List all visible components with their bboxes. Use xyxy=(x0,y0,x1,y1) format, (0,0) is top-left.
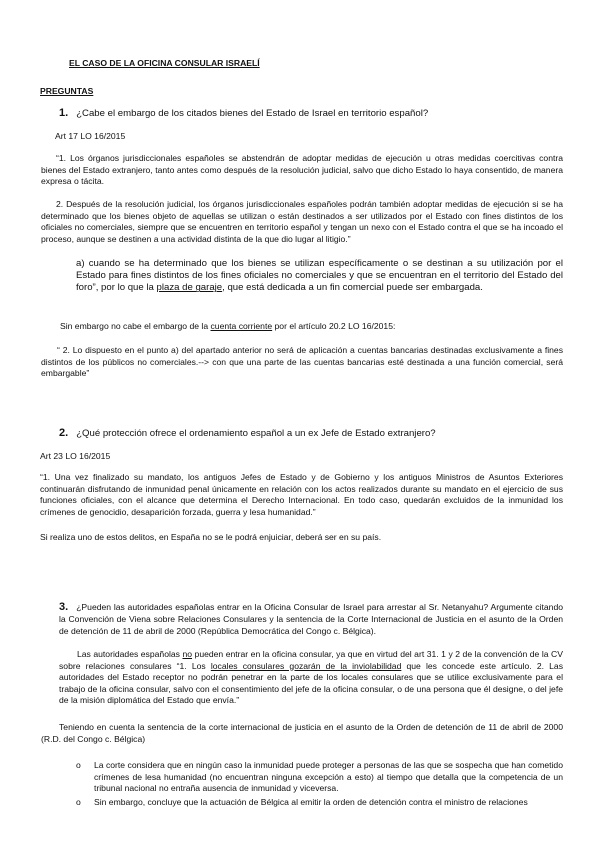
q1-p4-part-a: Sin embargo no cabe el embargo de la xyxy=(60,321,211,331)
question-2-text: ¿Qué protección ofrece el ordenamiento español a un ex Jefe de Estado extranjero? xyxy=(76,428,436,439)
q3-p1-part-c: que les concede este artículo. 2. Las autoridades del Estado receptor no podrán penetrar en la parte de los locales consulares que se utilice exclusivamente para el trabajo de la oficina consular, salvo con el consentimiento del jefe de la oficina consular, o de una persona que él designe, o del jefe de la misión diplomática del Estado que envía.” xyxy=(59,660,563,706)
cuenta-corriente-link: cuenta corriente xyxy=(210,321,273,331)
q1-p4-part-b: por el artículo 20.2 LO 16/2015: xyxy=(272,321,396,331)
question-3-text: ¿Pueden las autoridades españolas entrar en la Oficina Consular de Israel para arrestar al Sr. Netanyahu? Argumente citando la Convención de Viena sobre Relaciones Consulares y la sentencia de la Corte Internacional de Justicia en el asunto de la Orden de detención de 11 de abril de 2000 (República Democrática del Congo c. Bélgica). xyxy=(59,602,563,636)
q1-p3-part-b: , que está dedicada a un fin comercial puede ser embargada. xyxy=(222,282,483,294)
q1-quote-paragraph-5: “ 2. Lo dispuesto en el punto a) del apartado anterior no será de aplicación a cuentas bancarias destinadas exclusivamente a fines distintos de los públicos no comerciales.--> con que una parte de las cuentas bancarias esté destinada a una función comercial, será embargable” xyxy=(41,345,563,379)
q1-quote-paragraph-1: “1. Los órganos jurisdiccionales españoles se abstendrán de adoptar medidas de ejecución u otras medidas coercitivas contra bienes del Estado extranjero, tanto antes como después de la resolución judicial, salvo que dicho Estado lo haya consentido, de manera expresa o tácita. xyxy=(41,153,563,187)
question-2-number: 2. xyxy=(59,427,69,439)
q2-article-ref: Art 23 LO 16/2015 xyxy=(40,451,111,461)
bullet-marker: o xyxy=(76,760,81,770)
q3-bullet-text-2: Sin embargo, concluye que la actuación de Bélgica al emitir la orden de detención contra el ministro de relaciones xyxy=(94,797,528,807)
q2-quote-paragraph: “1. Una vez finalizado su mandato, los antiguos Jefes de Estado y de Gobierno y los antiguos Ministros de Asuntos Exteriores continuarán disfrutando de inmunidad penal únicamente en relación con los actos realizados durante su mandato en el ejercicio de sus funciones oficiales, con el alcance que determina el Derecho Internacional. En todo caso, quedarán excluidos de la inmunidad los crímenes de genocidio, desaparición forzada, guerra y lesa humanidad.” xyxy=(40,472,563,517)
question-3 xyxy=(59,601,563,637)
question-1-number: 1. xyxy=(59,107,69,119)
q3-paragraph-1 xyxy=(59,649,563,707)
q1-quote-paragraph-2: 2. Después de la resolución judicial, los órganos jurisdiccionales españoles podrán también adoptar medidas de ejecución si se ha determinado que los bienes objeto de aquellas se utilizan o están destinados a ser utilizados por el Estado con fines distintos de los oficiales no comerciales, siempre que se encuentren en territorio español y tengan un nexo con el Estado contra el que se ha incoado el proceso, aunque se destinen a una actividad distinta de la que dio lugar al litigio.” xyxy=(41,199,563,244)
plaza-de-garaje-link: plaza de garaje xyxy=(156,282,223,294)
q1-article-ref: Art 17 LO 16/2015 xyxy=(55,131,126,141)
locales-consulares-link: locales consulares gozarán de la inviolabilidad xyxy=(210,660,402,671)
question-2 xyxy=(59,428,569,440)
q3-no-underlined: no xyxy=(182,649,193,659)
q3-p1-part-b: pueden entrar en la oficina consular, ya que en virtud del art 31. 1 y 2 de la convención de la CV sobre relaciones consulares “1. Los xyxy=(59,649,563,671)
bullet-marker: o xyxy=(76,797,81,807)
preguntas-heading: PREGUNTAS xyxy=(40,86,94,96)
document-title: EL CASO DE LA OFICINA CONSULAR ISRAELÍ xyxy=(69,58,260,68)
q3-paragraph-2: Teniendo en cuenta la sentencia de la corte internacional de justicia en el asunto de la Orden de detención de 11 de abril de 2000 (R.D. del Congo c. Bélgica) xyxy=(41,722,563,744)
q2-paragraph-2: Si realiza uno de estos delitos, en España no se le podrá enjuiciar, deberá ser en su país. xyxy=(40,532,382,542)
question-3-number: 3. xyxy=(59,601,69,613)
q1-paragraph-4 xyxy=(60,321,395,333)
q1-indented-paragraph xyxy=(76,258,563,295)
q3-p1-part-a: Las autoridades españolas xyxy=(77,649,183,659)
question-1-text: ¿Cabe el embargo de los citados bienes del Estado de Israel en territorio español? xyxy=(76,108,429,119)
q3-bullet-text-1: La corte considera que en ningún caso la inmunidad puede proteger a personas de las que se sospecha que han cometido crímenes de lesa humanidad (no encuentran ninguna excepción a esto) al tiempo que detalla que la competencia de un tribunal nacional no entraña ausencia de inmunidad y viceversa. xyxy=(94,760,563,794)
q1-p3-part-a: a) cuando se ha determinado que los bienes se utilizan específicamente o se destinan a su utilización por el Estado para fines distintos de los fines oficiales no comerciales y que se encuentran en el territorio del Estado del foro”, por lo que la xyxy=(76,258,563,294)
question-1 xyxy=(59,108,569,120)
